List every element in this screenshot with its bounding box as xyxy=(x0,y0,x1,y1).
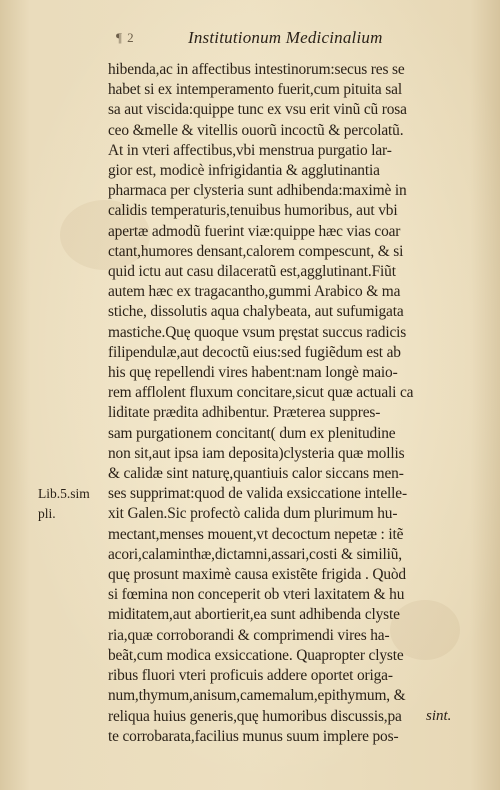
text-line: autem hæc ex tragacantho,gummi Arabico & ma xyxy=(108,283,401,301)
text-line: hibenda,ac in affectibus intestinorum:secus res se xyxy=(108,61,405,78)
text-line: mectant,menses mouent,vt decoctum nepetæ : itẽ xyxy=(108,525,404,543)
text-line: xit Galen.Sic profectò calida dum plurimum hu- xyxy=(108,505,398,523)
text-line: stiche, dissolutis aqua chalybeata, aut sufumigata xyxy=(108,303,404,321)
text-line: reliqua huius generis,quę humoribus discussis,pa xyxy=(108,707,402,725)
text-line: pharmaca per clysteria sunt adhibenda:maximè in xyxy=(108,182,407,200)
text-line: te corrobarata,facilius munus suum implere pos- xyxy=(108,727,399,745)
text-line: ses supprimat:quod de valida exsiccatione intelle- xyxy=(108,485,407,503)
text-line: his quę repellendi vires habent:nam longè maio- xyxy=(108,364,398,382)
catchword: sint. xyxy=(426,708,452,724)
text-line: filipendulæ,aut decoctũ eius:sed fugiẽdum est ab xyxy=(108,343,401,361)
page-footer xyxy=(0,708,500,728)
text-line: & calidæ sint naturę,quantiuis calor siccans men- xyxy=(108,465,404,483)
text-line: liditate prædita adhibentur. Præterea suppres- xyxy=(108,404,381,422)
text-line: acori,calaminthæ,dictamni,assari,costi & similiũ, xyxy=(108,545,402,563)
text-line: num,thymum,anisum,camemalum,epithymum, & xyxy=(108,687,406,705)
text-line: ctant,humores densant,calorem compescunt, & si xyxy=(108,242,404,260)
text-line: mastiche.Quę quoque vsum pręstat succus radicis xyxy=(108,323,407,341)
running-title: Institutionum Medicinalium xyxy=(188,28,383,47)
text-line: ceo &melle & vitellis ouorũ incoctũ & percolatũ. xyxy=(108,121,404,139)
body-text xyxy=(108,60,480,747)
page-header xyxy=(0,28,500,50)
text-line: gior est, modicè infrigidantia & agglutinantia xyxy=(108,162,380,180)
text-line: sam purgationem concitant( dum ex plenitudine xyxy=(108,424,396,442)
text-line: ria,quæ corroborandi & comprimendi vires ha- xyxy=(108,626,390,644)
text-line: At in vteri affectibus,vbi menstrua purgatio lar- xyxy=(108,141,392,159)
text-line: rem afflolent fluxum concitare,sicut quæ actuali ca xyxy=(108,384,414,402)
text-line: beãt,cum modica exsiccatione. Quapropter clyste xyxy=(108,646,404,664)
text-line: non sit,aut ipsa iam deposita)clysteria quæ mollis xyxy=(108,444,405,462)
text-line: habet si ex intemperamento fuerit,cum pituita sal xyxy=(108,81,402,99)
text-line: quid ictu aut casu dilaceratũ est,agglutinant.Fiũt xyxy=(108,263,396,281)
text-line: quę prosunt maximè causa existẽte frigida . Quòd xyxy=(108,566,406,584)
margin-reference: Lib.5.sim pli. xyxy=(38,486,90,521)
signature-mark: ¶ 2 xyxy=(116,30,135,45)
text-line: miditatem,aut abortierit,ea sunt adhibenda clyste xyxy=(108,606,400,624)
text-line: apertæ admodũ fuerint viæ:quippe hæc vias coar xyxy=(108,222,401,240)
text-line: sa aut viscida:quippe tunc ex vsu erit vinũ cũ rosa xyxy=(108,101,407,119)
text-line: ribus fluori vteri proficuis addere oportet origa- xyxy=(108,667,393,685)
text-line: si fœmina non conceperit ob vteri laxitatem & hu xyxy=(108,586,405,604)
text-line: calidis temperaturis,tenuibus humoribus, aut vbi xyxy=(108,202,398,220)
